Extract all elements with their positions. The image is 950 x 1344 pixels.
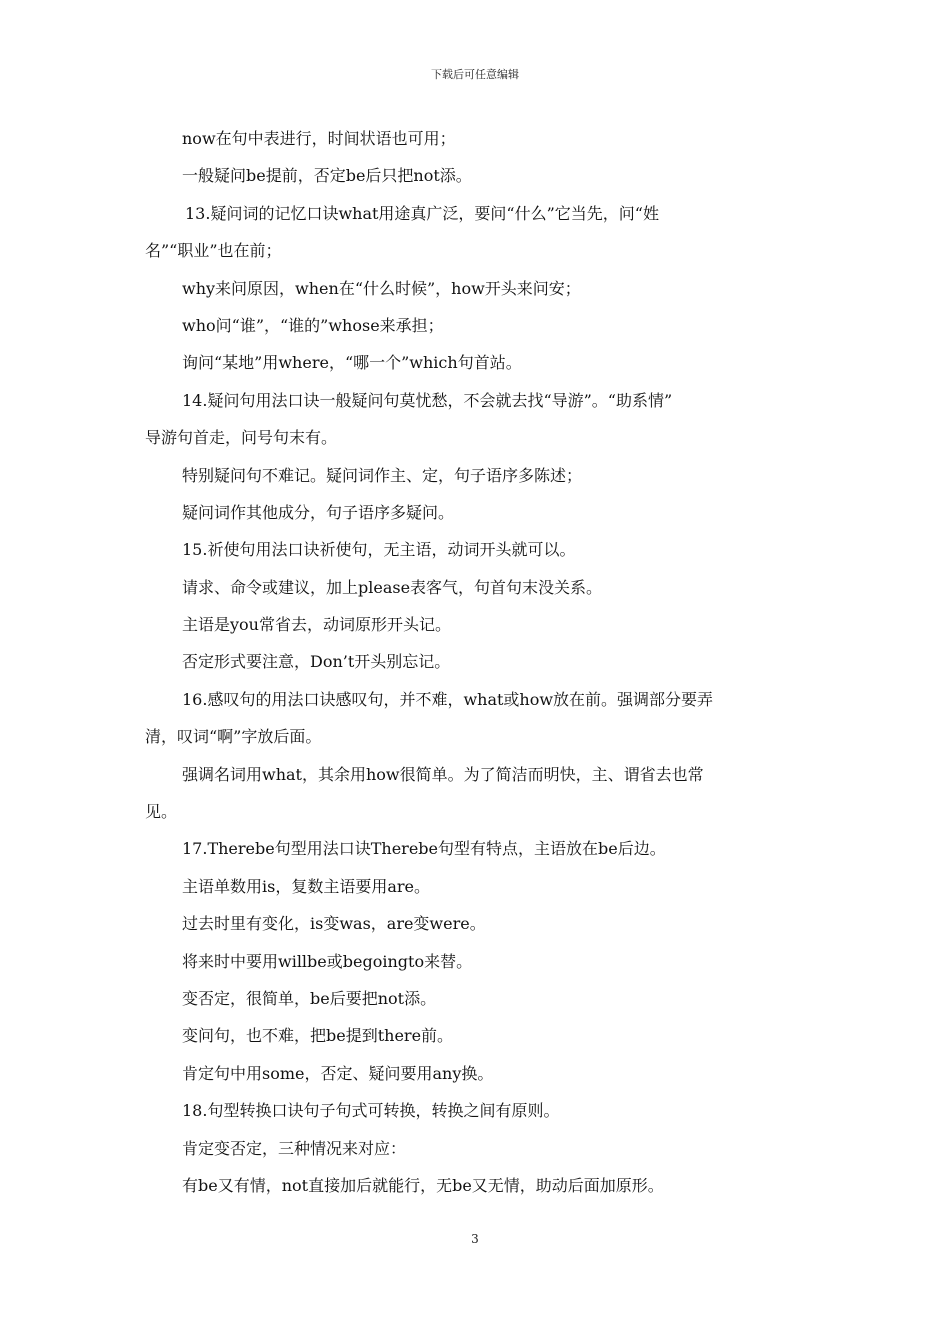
document-body	[145, 120, 815, 1204]
text-line: 将来时中要用willbe或begoingto来替。	[182, 951, 473, 971]
text-line: 疑问词作其他成分，句子语序多疑问。	[182, 502, 455, 522]
text-line: 14.疑问句用法口诀一般疑问句莫忧愁，不会就去找“导游”。“助系情”	[182, 390, 673, 410]
text-line: 肯定句中用some，否定、疑问要用any换。	[182, 1063, 494, 1083]
text-line: now在句中表进行，时间状语也可用；	[182, 129, 456, 148]
text-line: 变问句，也不难，把be提到there前。	[182, 1026, 454, 1046]
text-line: why来问原因，when在“什么时候”，how开头来问安；	[182, 278, 581, 298]
text-line: 肯定变否定，三种情况来对应：	[182, 1138, 407, 1158]
text-line: 有be又有情，not直接加后就能行，无be又无情，助动后面加原形。	[182, 1175, 664, 1195]
text-line: 特别疑问句不难记。疑问词作主、定，句子语序多陈述；	[182, 465, 583, 485]
text-line: 过去时里有变化，is变was，are变were。	[182, 914, 486, 934]
page-header: 下载后可任意编辑	[431, 68, 519, 81]
text-line: 15.祈使句用法口诀祈使句，无主语，动词开头就可以。	[182, 540, 576, 560]
text-line: who问“谁”，“谁的”whose来承担；	[182, 315, 444, 335]
text-line: 17.Therebe句型用法口诀Therebe句型有特点，主语放在be后边。	[182, 839, 666, 859]
text-line: 18.句型转换口诀句子句式可转换，转换之间有原则。	[182, 1101, 560, 1121]
text-line: 清，叹词“啊”字放后面。	[145, 727, 322, 747]
text-line: 13.疑问词的记忆口诀what用途真广泛，要问“什么”它当先，问“姓	[185, 203, 659, 223]
page-number: 3	[471, 1232, 479, 1246]
text-line: 强调名词用what，其余用how很简单。为了简洁而明快，主、谓省去也常	[182, 764, 704, 784]
text-line: 请求、命令或建议，加上please表客气，句首句末没关系。	[182, 577, 603, 597]
text-line: 名”“职业”也在前；	[145, 241, 282, 261]
text-line: 16.感叹句的用法口诀感叹句，并不难，what或how放在前。强调部分要弄	[182, 689, 714, 709]
text-line: 导游句首走，问号句末有。	[145, 428, 338, 448]
text-line: 变否定，很简单，be后要把not添。	[182, 988, 437, 1008]
text-line: 见。	[145, 802, 178, 822]
text-line: 一般疑问be提前，否定be后只把not添。	[182, 166, 472, 186]
text-line: 主语是you常省去，动词原形开头记。	[182, 615, 451, 635]
text-line: 询问“某地”用where，“哪一个”which句首站。	[182, 353, 522, 373]
text-line: 主语单数用is，复数主语要用are。	[182, 876, 430, 896]
text-line: 否定形式要注意，Don’t开头别忘记。	[182, 652, 451, 672]
